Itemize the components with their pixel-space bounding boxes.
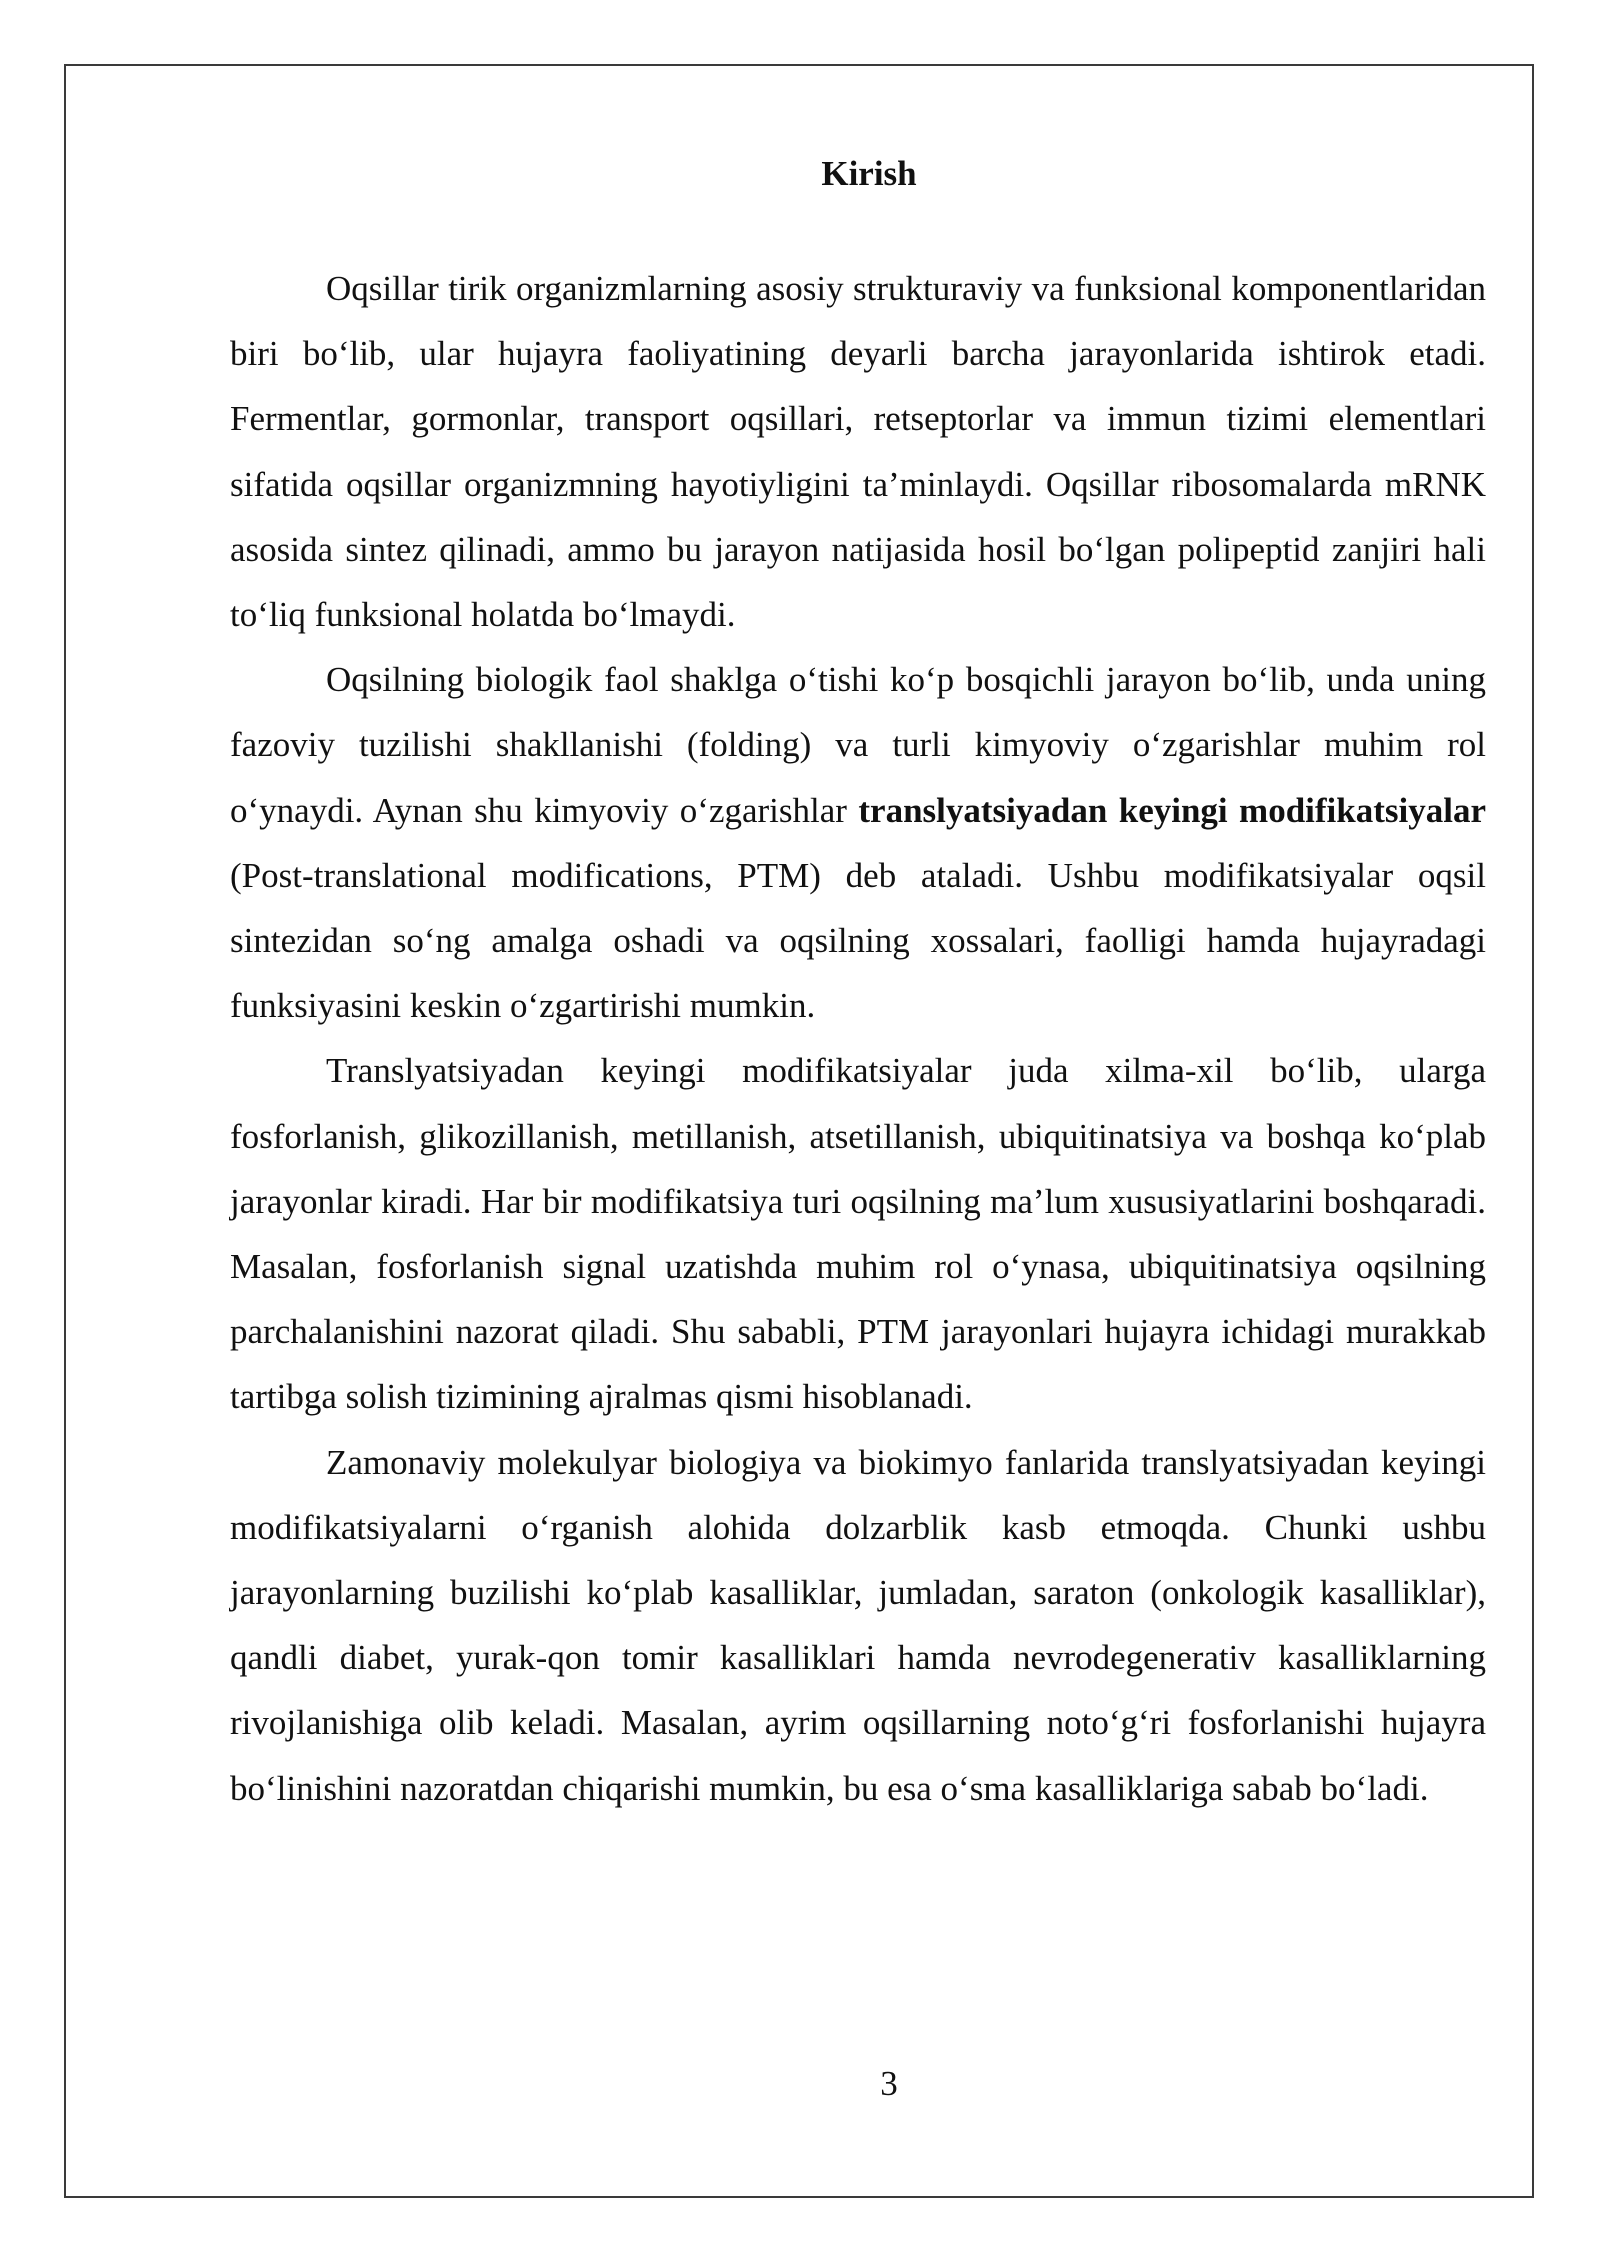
paragraph-3 (230, 1038, 1486, 1429)
paragraph-4 (230, 1430, 1486, 1821)
paragraph-text: Zamonaviy molekulyar biologiya va biokimyo fanlarida translyatsiyadan keyingi modifikatsiyalarni o‘rganish alohida dolzarblik kasb etmoqda. Chunki ushbu jarayonlarning buzilishi ko‘plab kasalliklar, jumladan, saraton (onkologik kasalliklar), qandli diabet, yurak-qon tomir kasalliklari hamda nevrodegenerativ kasalliklarning rivojlanishiga olib keladi. Masalan, ayrim oqsillarning noto‘g‘ri fosforlanishi hujayra bo‘linishini nazoratdan chiqarishi mumkin, bu esa o‘sma kasalliklariga sabab bo‘ladi. (230, 1442, 1486, 1808)
paragraph-text: (Post-translational modifications, PTM) deb ataladi. Ushbu modifikatsiyalar oqsil sintezidan so‘ng amalga oshadi va oqsilning xossalari, faolligi hamda hujayradagi funksiyasini keskin o‘zgartirishi mumkin. (230, 855, 1486, 1026)
paragraph-2 (230, 647, 1486, 1038)
document-body (230, 148, 1486, 1821)
paragraph-1 (230, 256, 1486, 647)
paragraph-text: Translyatsiyadan keyingi modifikatsiyalar juda xilma-xil bo‘lib, ularga fosforlanish, glikozillanish, metillanish, atsetillanish, ubiquitinatsiya va boshqa ko‘plab jarayonlar kiradi. Har bir modifikatsiya turi oqsilning ma’lum xususiyatlarini boshqaradi. Masalan, fosforlanish signal uzatishda muhim rol o‘ynasa, ubiquitinatsiya oqsilning parchalanishini nazorat qiladi. Shu sababli, PTM jarayonlari hujayra ichidagi murakkab tartibga solish tizimining ajralmas qismi hisoblanadi. (230, 1051, 1486, 1417)
bold-term: translyatsiyadan keyingi modifikatsiyalar (858, 790, 1487, 830)
paragraph-text: Oqsilning biologik faol shaklga o‘tishi ko‘p bosqichli jarayon bo‘lib, unda uning fazoviy tuzilishi shakllanishi (folding) va turli kimyoviy o‘zgarishlar muhim rol o‘ynaydi. Aynan shu kimyoviy o‘zgarishlar (230, 660, 1486, 830)
paragraph-text: Oqsillar tirik organizmlarning asosiy strukturaviy va funksional komponentlaridan biri bo‘lib, ular hujayra faoliyatining deyarli barcha jarayonlarida ishtirok etadi. Fermentlar, gormonlar, transport oqsillari, retseptorlar va immun tizimi elementlari sifatida oqsillar organizmning hayotiyligini ta’minlaydi. Oqsillar ribosomalarda mRNK asosida sintez qilinadi, ammo bu jarayon natijasida hosil bo‘lgan polipeptid zanjiri hali to‘liq funksional holatda bo‘lmaydi. (230, 269, 1486, 635)
document-title: Kirish (821, 154, 917, 193)
page-number: 3 (880, 2064, 898, 2103)
